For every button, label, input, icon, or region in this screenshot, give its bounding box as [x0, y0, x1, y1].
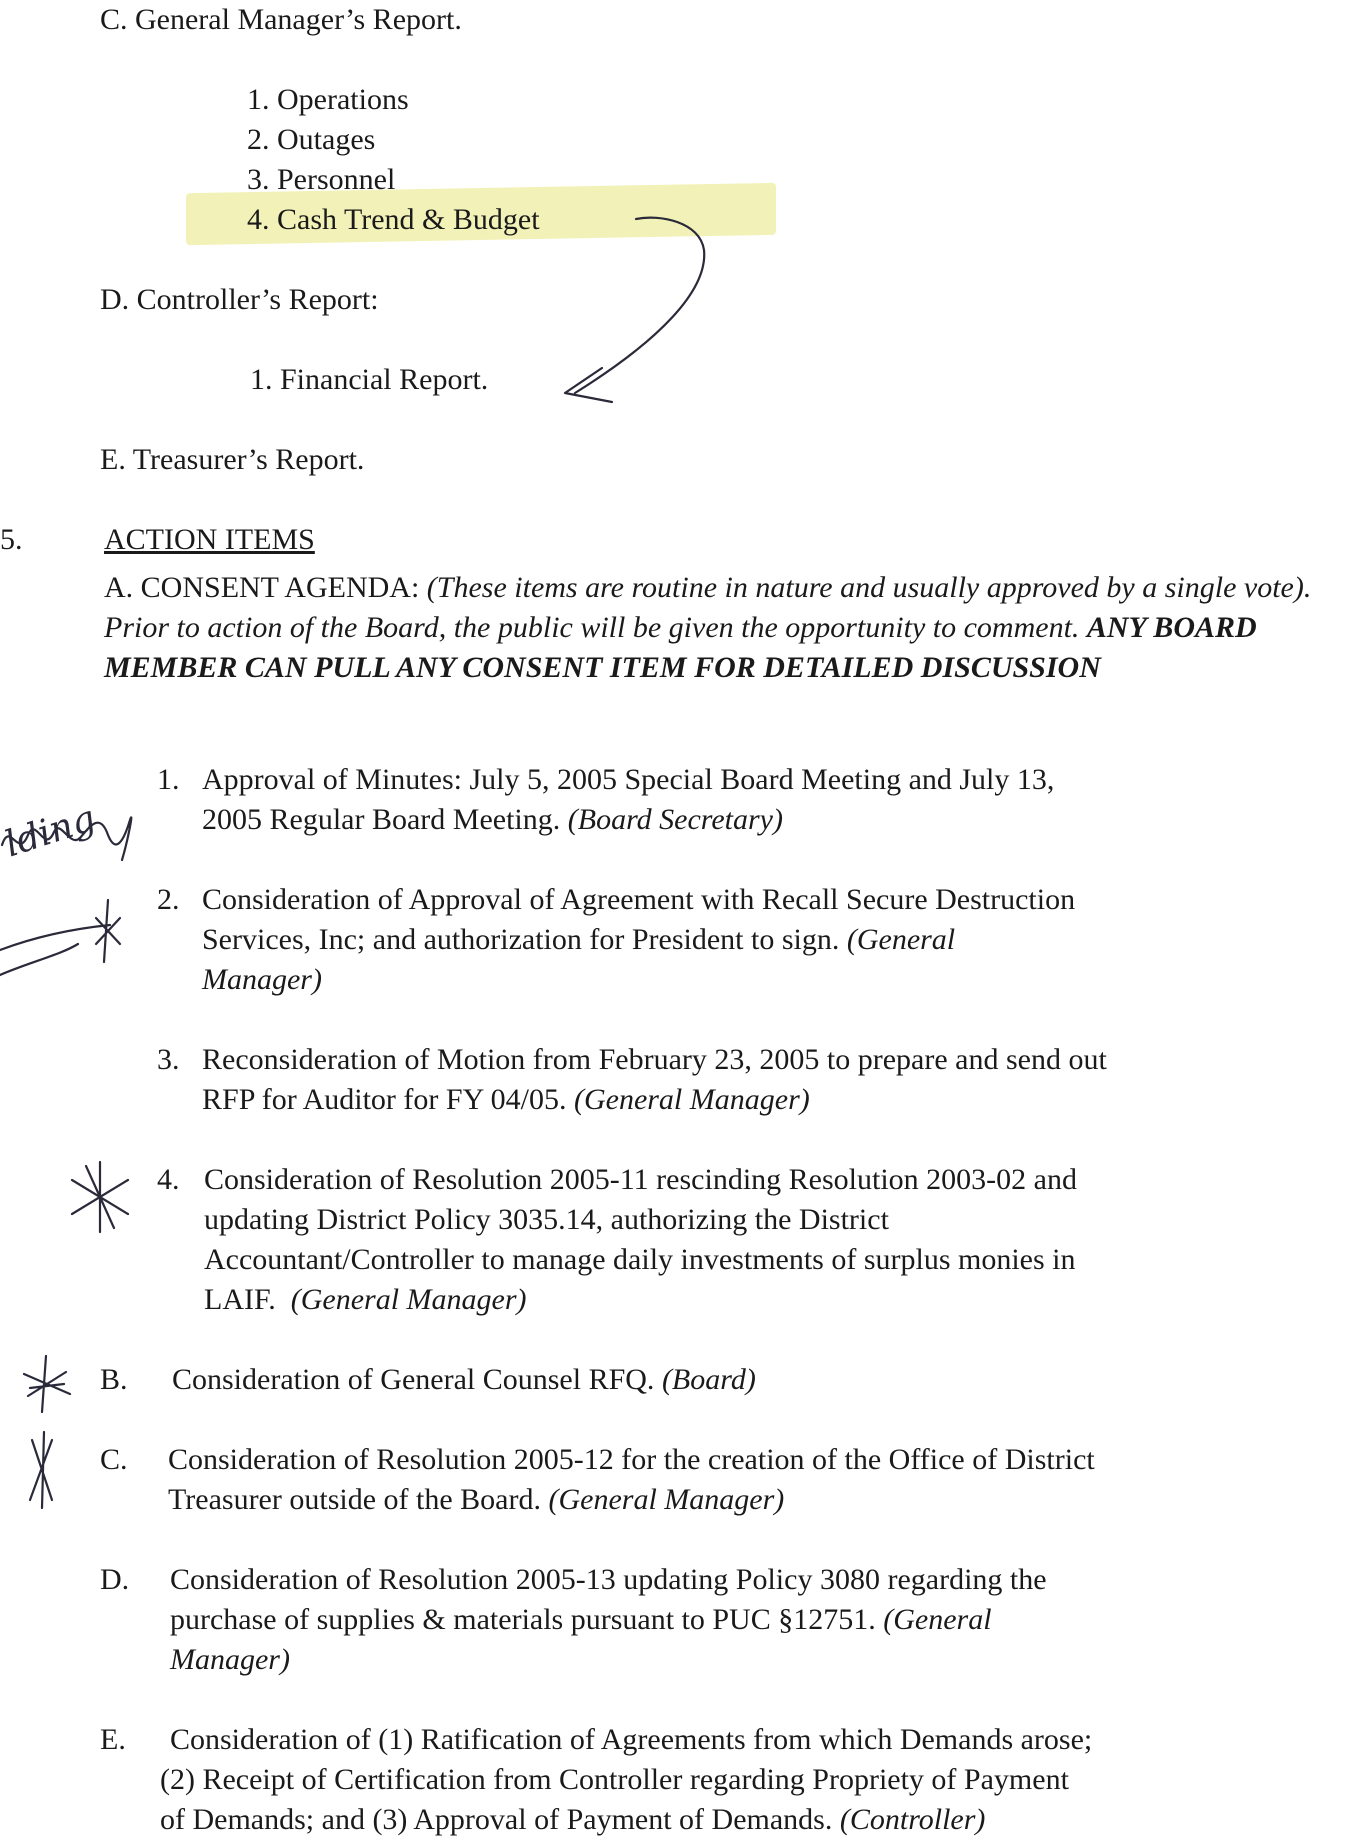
- action-item-b-line-1: Consideration of General Counsel RFQ. (Board): [172, 1363, 756, 1396]
- action-item-d-role-b: Manager): [170, 1643, 290, 1676]
- section-d-item-1: 1. Financial Report.: [250, 363, 489, 396]
- consent-item-3-number: 3.: [157, 1043, 180, 1076]
- consent-item-4-line-4: LAIF. (General Manager): [204, 1283, 527, 1316]
- action-item-d-role-a: (General: [883, 1603, 992, 1636]
- section-c-title: C. General Manager’s Report.: [100, 3, 462, 36]
- consent-item-2-line-1: Consideration of Approval of Agreement with Recall Secure Destruction: [202, 883, 1076, 916]
- action-item-c-letter: C.: [100, 1443, 128, 1476]
- action-item-c-line-1: Consideration of Resolution 2005-12 for the creation of the Office of District: [168, 1443, 1095, 1476]
- section-c-item-2: 2. Outages: [247, 123, 376, 156]
- action-item-c-line-2: Treasurer outside of the Board. (General Manager): [168, 1483, 785, 1516]
- consent-item-1-number: 1.: [157, 763, 180, 796]
- section-c-item-3: 3. Personnel: [247, 163, 396, 196]
- consent-item-3-role: (General Manager): [573, 1083, 810, 1116]
- action-item-c-role: (General Manager): [548, 1483, 785, 1516]
- consent-item-2-line-2: Services, Inc; and authorization for President to sign. (General: [202, 923, 956, 956]
- action-item-d-letter: D.: [100, 1563, 130, 1596]
- consent-item-3-line-2: RFP for Auditor for FY 04/05. (General Manager): [202, 1083, 810, 1116]
- margin-note: lding: [0, 797, 101, 866]
- asterisk-icon-c: [30, 1432, 52, 1508]
- action-item-d-line-1: Consideration of Resolution 2005-13 updating Policy 3080 regarding the: [170, 1563, 1047, 1596]
- action-item-b-letter: B.: [100, 1363, 128, 1396]
- section-c-item-4: 4. Cash Trend & Budget: [247, 203, 540, 236]
- action-item-e-role: (Controller): [839, 1803, 986, 1836]
- consent-agenda-label: A. CONSENT AGENDA:: [104, 571, 420, 604]
- action-item-e-letter: E.: [100, 1723, 126, 1756]
- consent-item-4-line-2: updating District Policy 3035.14, authorizing the District: [204, 1203, 889, 1236]
- consent-agenda-note: (These items are routine in nature and usually approved by a single vote). Prior to action of the Board, the public will be given the opportunity to comment.: [104, 571, 1312, 644]
- consent-item-4-line-3: Accountant/Controller to manage daily investments of surplus monies in: [204, 1243, 1076, 1276]
- margin-stroke-icon: [0, 925, 110, 950]
- consent-item-1-line-2: 2005 Regular Board Meeting. (Board Secretary): [202, 803, 783, 836]
- consent-item-2-role-b: Manager): [202, 963, 322, 996]
- action-item-d-line-2: purchase of supplies & materials pursuant to PUC §12751. (General: [170, 1603, 992, 1636]
- consent-item-4-role: (General Manager): [290, 1283, 527, 1316]
- action-item-e-line-2: (2) Receipt of Certification from Controller regarding Propriety of Payment: [160, 1763, 1069, 1796]
- consent-item-1-line-1: Approval of Minutes: July 5, 2005 Special Board Meeting and July 13,: [202, 763, 1055, 796]
- section-5-number: 5.: [0, 523, 23, 556]
- consent-item-1-role: (Board Secretary): [567, 803, 783, 836]
- action-items-heading: ACTION ITEMS: [104, 523, 315, 556]
- consent-agenda-warning: ANY BOARD MEMBER CAN PULL ANY CONSENT ITEM FOR DETAILED DISCUSSION: [104, 611, 1257, 684]
- section-c-item-1: 1. Operations: [247, 83, 409, 116]
- action-item-b-role: (Board): [661, 1363, 756, 1396]
- curved-arrow-icon: [575, 218, 704, 393]
- action-item-e-line-3: of Demands; and (3) Approval of Payment of Demands. (Controller): [160, 1803, 986, 1836]
- action-item-e-line-1: Consideration of (1) Ratification of Agreements from which Demands arose;: [170, 1723, 1093, 1756]
- asterisk-icon-item-4: [72, 1162, 128, 1232]
- consent-item-4-line-1: Consideration of Resolution 2005-11 rescinding Resolution 2003-02 and: [204, 1163, 1077, 1196]
- consent-item-2-number: 2.: [157, 883, 180, 916]
- consent-item-3-line-1: Reconsideration of Motion from February 23, 2005 to prepare and send out: [202, 1043, 1107, 1076]
- asterisk-icon-b: [24, 1356, 70, 1412]
- asterisk-icon-item-2: [96, 900, 120, 962]
- consent-item-4-number: 4.: [157, 1163, 180, 1196]
- section-d-title: D. Controller’s Report:: [100, 283, 379, 316]
- consent-item-2-role-a: (General: [846, 923, 956, 956]
- margin-stroke-icon-2: [0, 944, 78, 975]
- section-e-title: E. Treasurer’s Report.: [100, 443, 365, 476]
